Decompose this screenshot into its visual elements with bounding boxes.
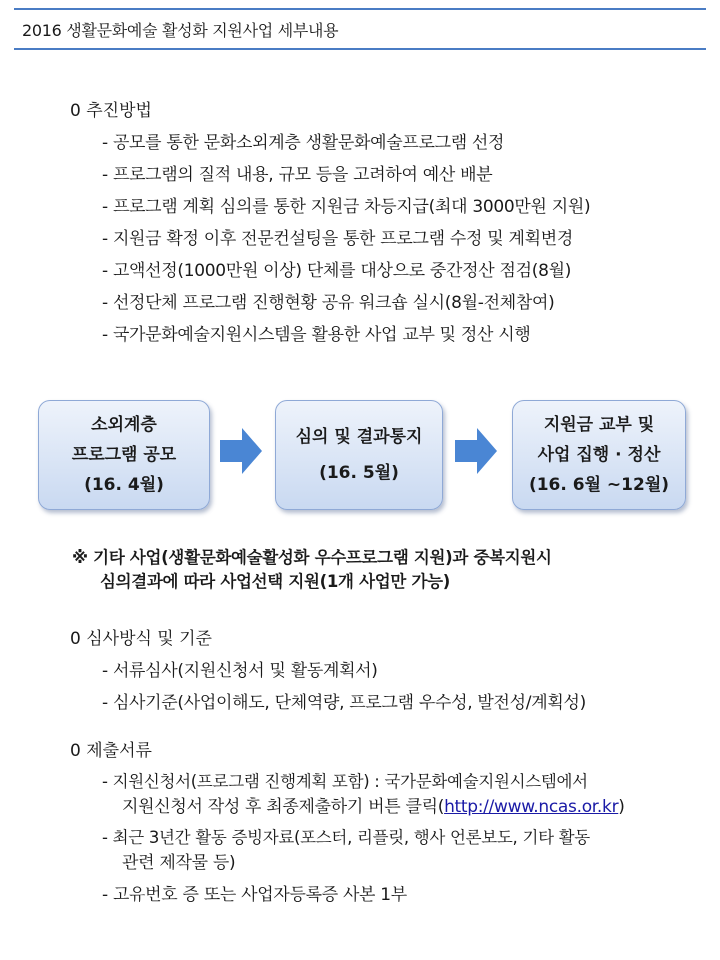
documents-text: ): [618, 797, 625, 817]
method-item: - 선정단체 프로그램 진행현황 공유 워크숍 실시(8월-전체참여): [102, 293, 555, 313]
flow-step-date: (16. 6월 ~12월): [528, 475, 670, 495]
criteria-item: - 서류심사(지원신청서 및 활동계획서): [102, 661, 378, 681]
page-title: 2016 생활문화예술 활성화 지원사업 세부내용: [22, 20, 339, 40]
method-item: - 고액선정(1000만원 이상) 단체를 대상으로 중간정산 점검(8월): [102, 261, 572, 281]
flow-step-grant: [512, 400, 686, 510]
flow-step-text: 지원금 교부 및: [543, 415, 655, 435]
method-item: - 지원금 확정 이후 전문컨설팅을 통한 프로그램 수정 및 계획변경: [102, 229, 573, 249]
method-item: - 프로그램 계획 심의를 통한 지원금 차등지급(최대 3000만원 지원): [102, 197, 591, 217]
documents-item-continued: 관련 제작물 등): [122, 853, 236, 873]
flow-step-text: 소외계층: [91, 415, 157, 435]
flow-step-text: 사업 집행 · 정산: [537, 445, 661, 465]
flow-step-date: (16. 4월): [84, 475, 164, 495]
flow-step-call: [38, 400, 210, 510]
flow-arrow-icon: [220, 428, 262, 474]
documents-item: - 지원신청서(프로그램 진행계획 포함) : 국가문화예술지원시스템에서: [102, 772, 588, 791]
flow-step-review: [275, 400, 443, 510]
criteria-item: - 심사기준(사업이해도, 단체역량, 프로그램 우수성, 발전성/계획성): [102, 693, 586, 713]
flow-step-date: (16. 5월): [319, 463, 399, 483]
flow-step-text: 심의 및 결과통지: [295, 427, 423, 447]
documents-heading: 0 제출서류: [70, 741, 152, 761]
note-line: 심의결과에 따라 사업선택 지원(1개 사업만 가능): [100, 572, 451, 591]
method-item: - 공모를 통한 문화소외계층 생활문화예술프로그램 선정: [102, 133, 505, 153]
ncas-link[interactable]: http://www.ncas.or.kr: [444, 797, 619, 817]
documents-item: - 최근 3년간 활동 증빙자료(포스터, 리플릿, 행사 언론보도, 기타 활동: [102, 828, 590, 847]
documents-item-continued: [122, 792, 625, 817]
flow-arrow-icon: [455, 428, 497, 474]
flow-step-text: 프로그램 공모: [71, 445, 177, 465]
documents-item: - 고유번호 증 또는 사업자등록증 사본 1부: [102, 885, 407, 905]
page-header: [14, 8, 706, 50]
method-item: - 프로그램의 질적 내용, 규모 등을 고려하여 예산 배분: [102, 165, 493, 185]
note-line: ※ 기타 사업(생활문화예술활성화 우수프로그램 지원)과 중복지원시: [72, 548, 552, 567]
method-item: - 국가문화예술지원시스템을 활용한 사업 교부 및 정산 시행: [102, 325, 531, 345]
method-heading: 0 추진방법: [70, 101, 152, 121]
documents-text: 지원신청서 작성 후 최종제출하기 버튼 클릭(: [122, 797, 445, 817]
criteria-heading: 0 심사방식 및 기준: [70, 629, 212, 649]
